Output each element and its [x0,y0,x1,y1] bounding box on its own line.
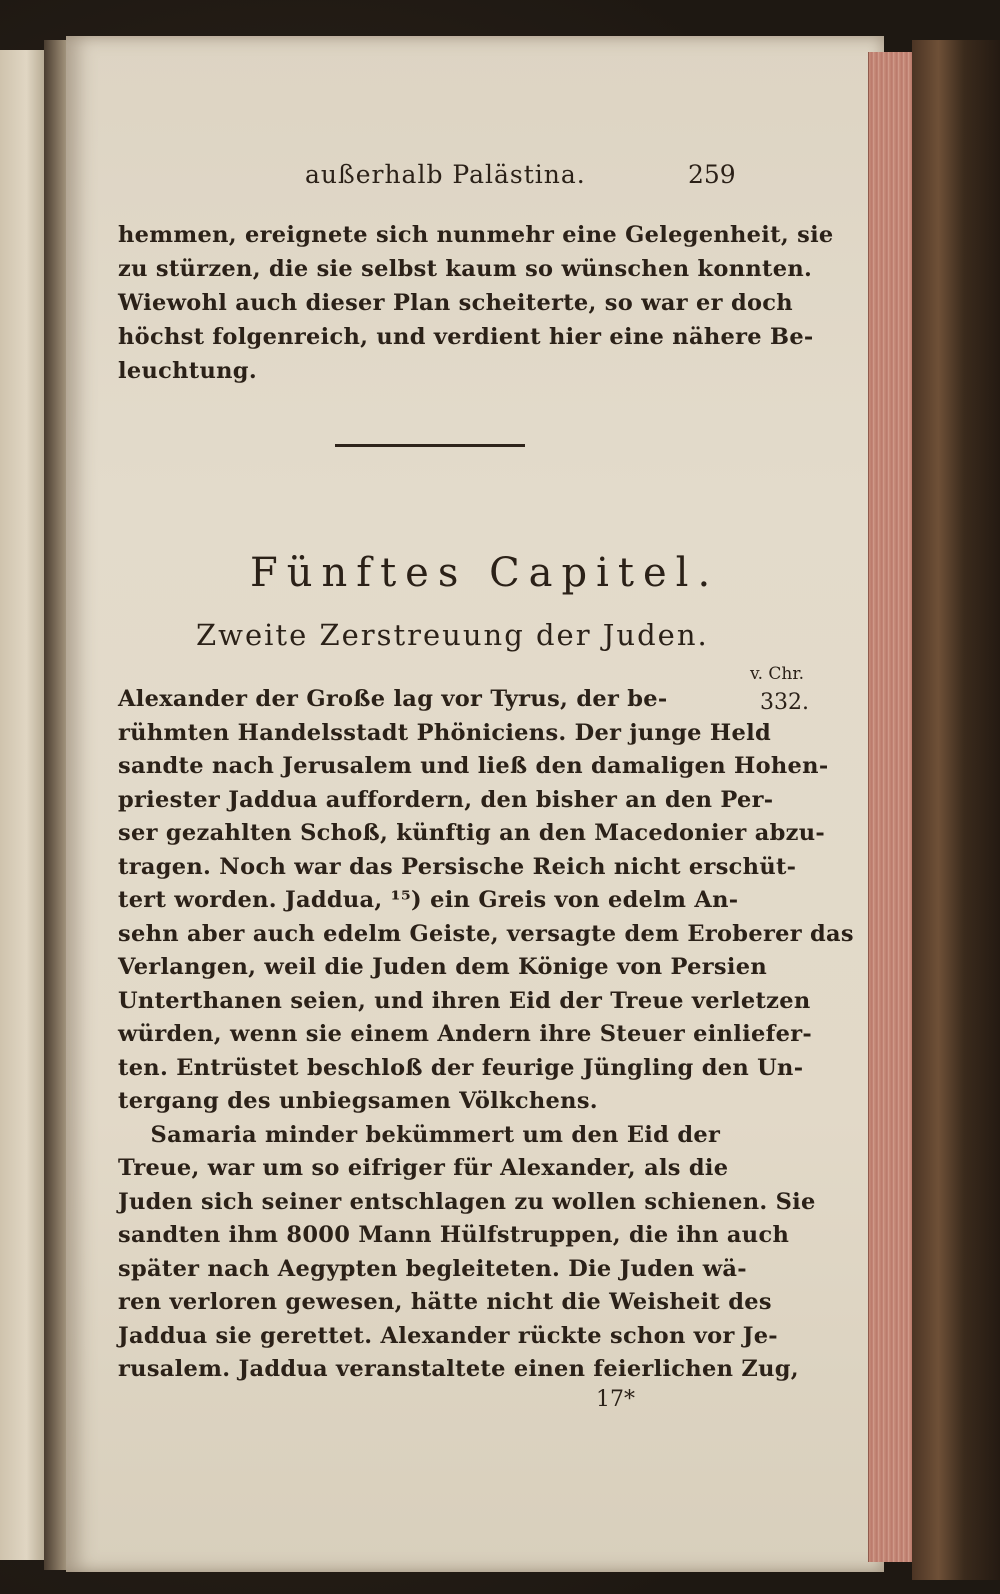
body-line: würden, wenn sie einem Andern ihre Steuer einliefer- [118,1021,812,1047]
body-line: ten. Entrüstet beschloß der feurige Jüngling den Un- [118,1055,804,1081]
body-line: später nach Aegypten begleiteten. Die Juden wä- [118,1256,747,1282]
intro-line: höchst folgenreich, und verdient hier eine nähere Be- [118,324,814,350]
body-line: priester Jaddua auffordern, den bisher an den Per- [118,787,774,813]
intro-line: zu stürzen, die sie selbst kaum so wünschen konnten. [118,256,813,282]
body-line: tragen. Noch war das Persische Reich nicht erschüt- [118,854,797,880]
body-line: rühmten Handelsstadt Phöniciens. Der junge Held [118,720,771,746]
body-line: tert worden. Jaddua, ¹⁵) ein Greis von edelm An- [118,887,739,913]
body-line: tergang des unbiegsamen Völkchens. [118,1088,598,1114]
running-title: außerhalb Palästina. [305,160,586,189]
body-line: Alexander der Große lag vor Tyrus, der be- [118,686,668,712]
signature-mark: 17* [596,1387,635,1412]
body-line: ser gezahlten Schoß, künftig an den Macedonier abzu- [118,820,825,846]
left-page-edge [0,50,46,1560]
body-line: sandte nach Jerusalem und ließ den damaligen Hohen- [118,753,829,779]
cover-edge [912,40,1000,1580]
book-gutter [44,40,68,1570]
body-line: Samaria minder bekümmert um den Eid der [118,1122,721,1148]
margin-year: 332. [760,690,809,715]
body-line: sehn aber auch edelm Geiste, versagte dem Eroberer das [118,921,854,947]
body-line: rusalem. Jaddua veranstaltete einen feierlichen Zug, [118,1356,799,1382]
page-number: 259 [688,160,736,189]
body-line: Unterthanen seien, und ihren Eid der Treue verletzen [118,988,811,1014]
body-line: Juden sich seiner entschlagen zu wollen schienen. Sie [118,1189,816,1215]
body-line: sandten ihm 8000 Mann Hülfstruppen, die ihn auch [118,1222,790,1248]
page-fore-edge [868,52,915,1562]
margin-note: v. Chr. [750,664,805,684]
intro-line: hemmen, ereignete sich nunmehr eine Gelegenheit, sie [118,222,834,248]
body-line: Treue, war um so eifriger für Alexander, als die [118,1155,729,1181]
intro-line: Wiewohl auch dieser Plan scheiterte, so war er doch [118,290,793,316]
body-line: Jaddua sie gerettet. Alexander rückte schon vor Je- [118,1323,778,1349]
intro-line: leuchtung. [118,358,257,384]
section-divider [335,444,525,447]
chapter-title: Fünftes Capitel. [250,550,720,596]
body-line: ren verloren gewesen, hätte nicht die Weisheit des [118,1289,772,1315]
chapter-subtitle: Zweite Zerstreuung der Juden. [196,618,709,652]
body-line: Verlangen, weil die Juden dem Könige von Persien [118,954,767,980]
